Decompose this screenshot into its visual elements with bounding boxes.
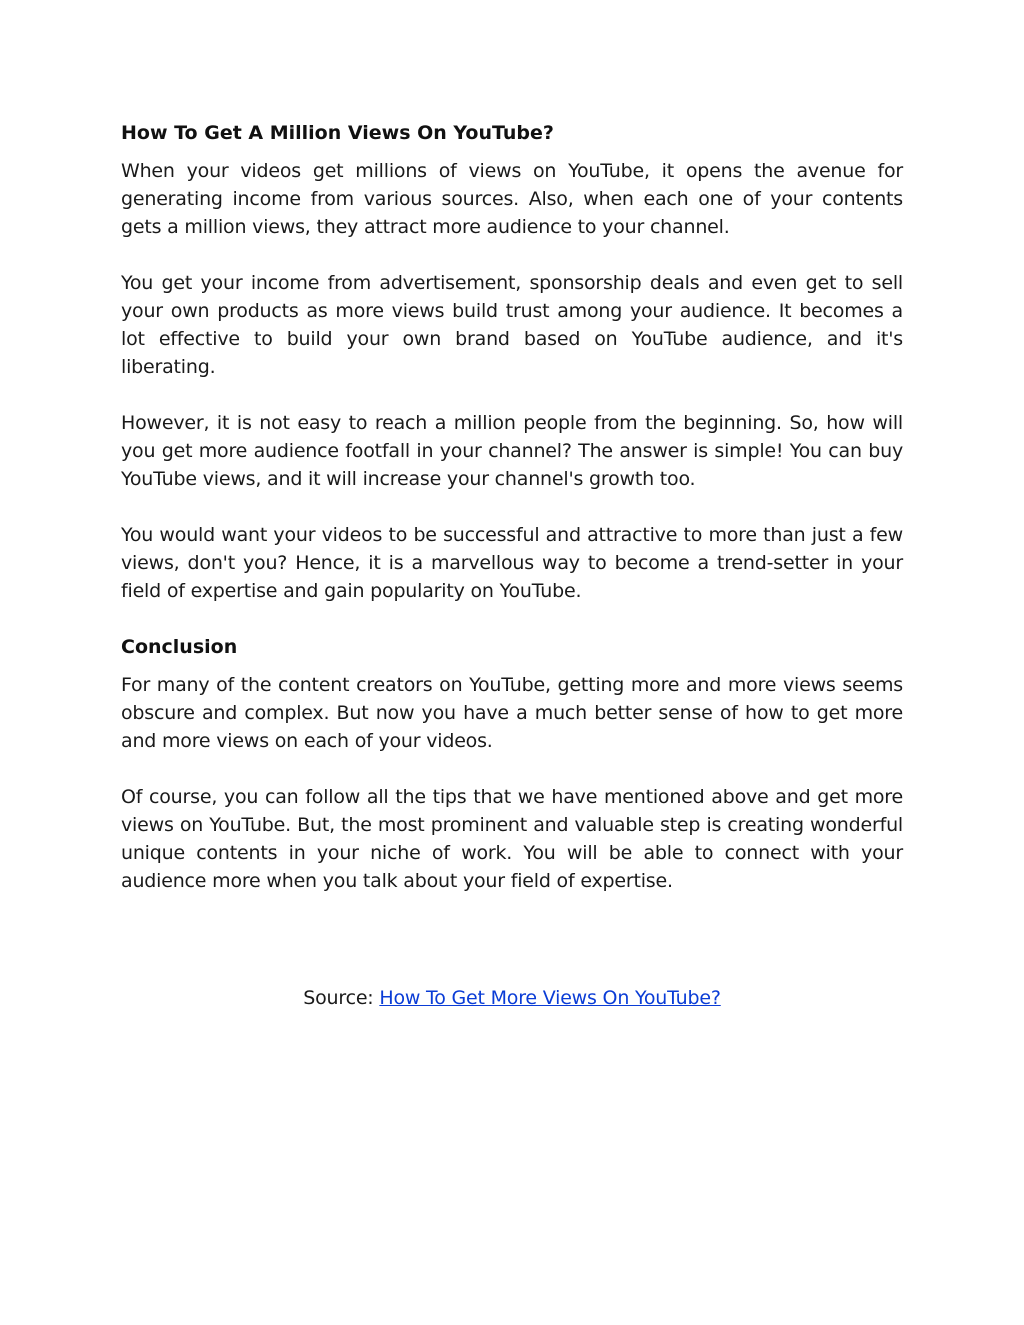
paragraph: Of course, you can follow all the tips that we have mentioned above and get more views on YouTube. But, the most prominent and valuable step is creating wonderful unique contents in your niche of work. You will be able to connect with your audience more when you talk about your field of expertise. [121,786,903,892]
section-heading-conclusion: Conclusion [121,636,238,658]
paragraph: For many of the content creators on YouTube, getting more and more views seems obscure and complex. But now you have a much better sense of how to get more and more views on each of your videos. [121,674,903,752]
paragraph: However, it is not easy to reach a million people from the beginning. So, how will you get more audience footfall in your channel? The answer is simple! You can buy YouTube views, and it will increase your channel's growth too. [121,412,903,490]
source-line [0,984,1024,1012]
document-body [121,119,903,923]
source-link[interactable]: How To Get More Views On YouTube? [379,987,721,1009]
paragraph: You get your income from advertisement, sponsorship deals and even get to sell your own products as more views build trust among your audience. It becomes a lot effective to build your own brand based on YouTube audience, and it's liberating. [121,272,903,378]
section-heading-million-views: How To Get A Million Views On YouTube? [121,122,554,144]
source-prefix: Source: [303,987,380,1009]
paragraph: When your videos get millions of views on YouTube, it opens the avenue for generating income from various sources. Also, when each one of your contents gets a million views, they attract more audience to your channel. [121,160,903,238]
paragraph: You would want your videos to be successful and attractive to more than just a few views, don't you? Hence, it is a marvellous way to become a trend-setter in your field of expertise and gain popularity on YouTube. [121,524,903,602]
